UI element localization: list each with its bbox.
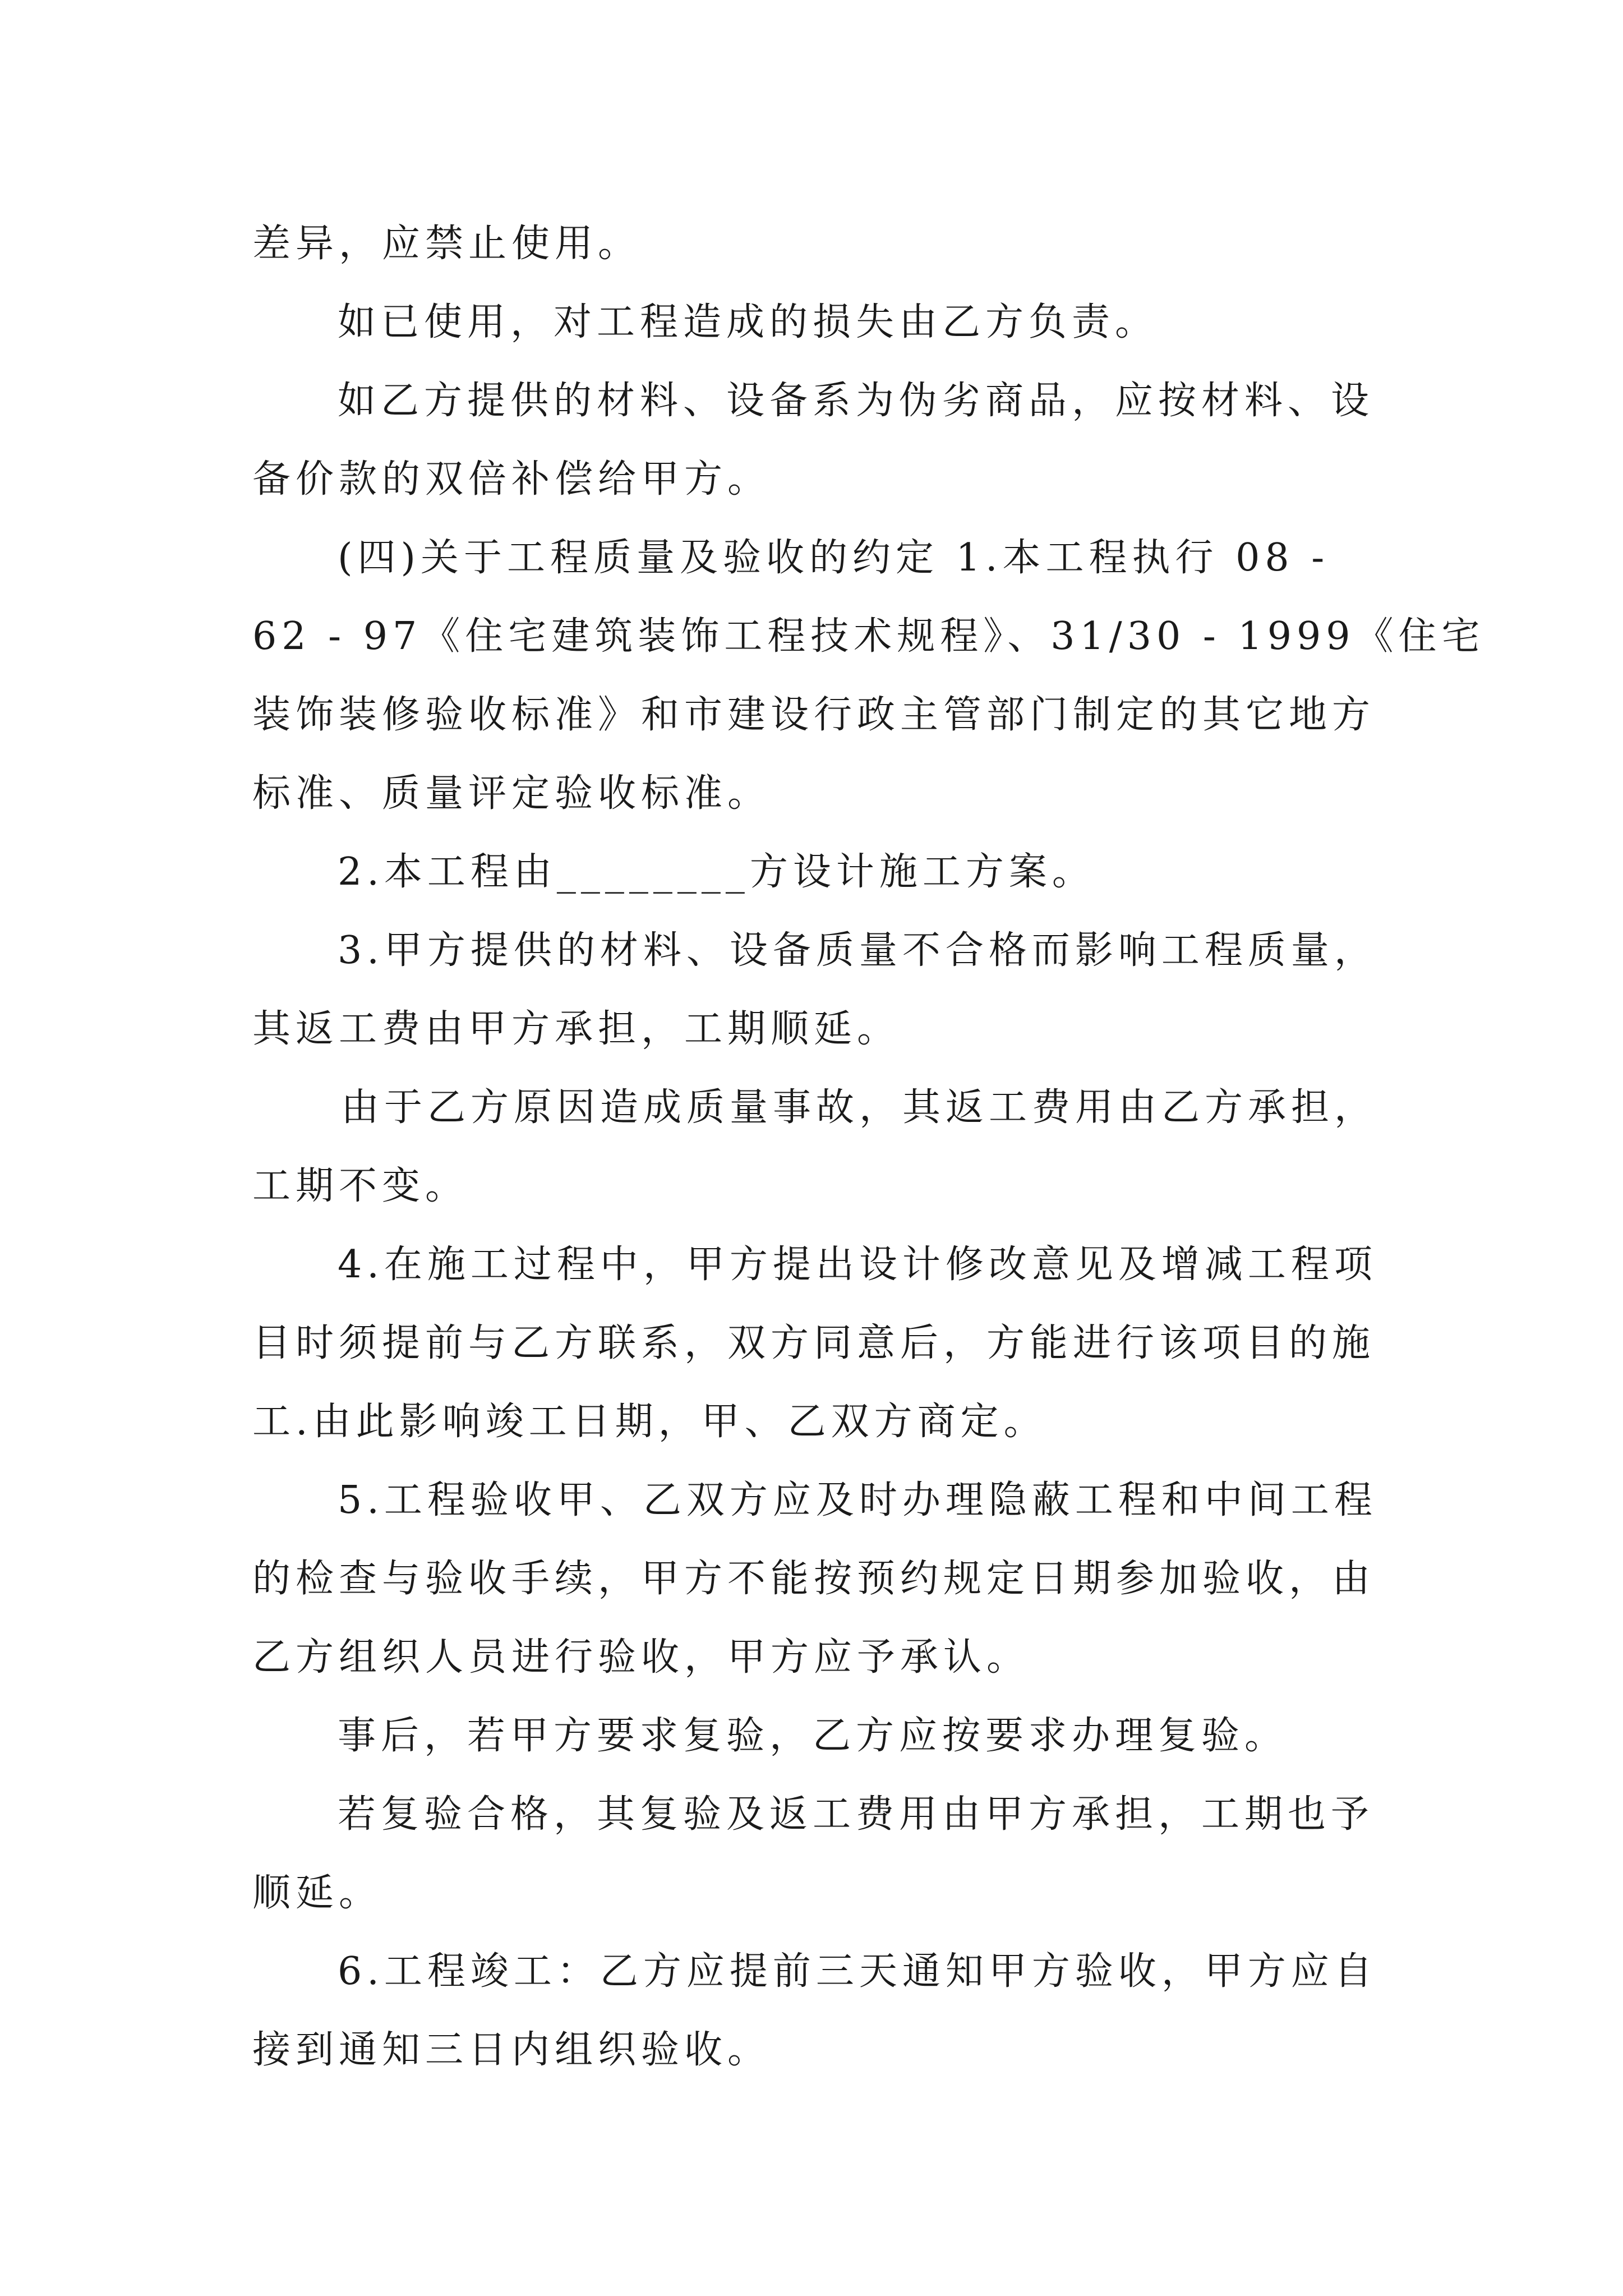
text-line: 如乙方提供的材料、设备系为伪劣商品，应按材料、设 bbox=[338, 379, 1375, 423]
text-line: 装饰装修验收标准》和市建设行政主管部门制定的其它地方 bbox=[252, 693, 1376, 737]
text-line: 62 - 97《住宅建筑装饰工程技术规程》、31/30 - 1999《住宅 bbox=[252, 614, 1485, 659]
text-line: 4.在施工过程中，甲方提出设计修改意见及增减工程项 bbox=[338, 1243, 1377, 1287]
text-line: 接到通知三日内组织验收。 bbox=[252, 2028, 771, 2072]
text-line: 由于乙方原因造成质量事故，其返工费用由乙方承担， bbox=[341, 1085, 1378, 1130]
text-line: 标准、质量评定验收标准。 bbox=[252, 771, 771, 816]
text-line: 工期不变。 bbox=[252, 1164, 469, 1208]
text-line: 如已使用，对工程造成的损失由乙方负责。 bbox=[338, 300, 1159, 344]
text-line: (四)关于工程质量及验收的约定 1.本工程执行 08 - bbox=[338, 536, 1330, 580]
text-line: 2.本工程由________方设计施工方案。 bbox=[338, 850, 1095, 894]
text-line: 6.工程竣工：乙方应提前三天通知甲方验收，甲方应自 bbox=[338, 1949, 1377, 1994]
text-line: 顺延。 bbox=[252, 1871, 382, 1915]
text-line: 若复验合格，其复验及返工费用由甲方承担，工期也予 bbox=[338, 1792, 1375, 1837]
text-line: 的检查与验收手续，甲方不能按预约规定日期参加验收，由 bbox=[252, 1557, 1376, 1601]
text-line: 备价款的双倍补偿给甲方。 bbox=[252, 457, 771, 501]
text-line: 5.工程验收甲、乙双方应及时办理隐蔽工程和中间工程 bbox=[338, 1478, 1377, 1522]
text-line: 3.甲方提供的材料、设备质量不合格而影响工程质量， bbox=[338, 928, 1377, 973]
text-line: 事后，若甲方要求复验，乙方应按要求办理复验。 bbox=[338, 1714, 1288, 1758]
text-line: 乙方组织人员进行验收，甲方应予承认。 bbox=[252, 1635, 1030, 1680]
text-line: 差异，应禁止使用。 bbox=[252, 222, 642, 266]
text-line: 工.由此影响竣工日期，甲、乙双方商定。 bbox=[252, 1400, 1047, 1444]
text-line: 其返工费由甲方承担，工期顺延。 bbox=[252, 1007, 901, 1051]
text-line: 目时须提前与乙方联系，双方同意后，方能进行该项目的施 bbox=[252, 1321, 1376, 1365]
